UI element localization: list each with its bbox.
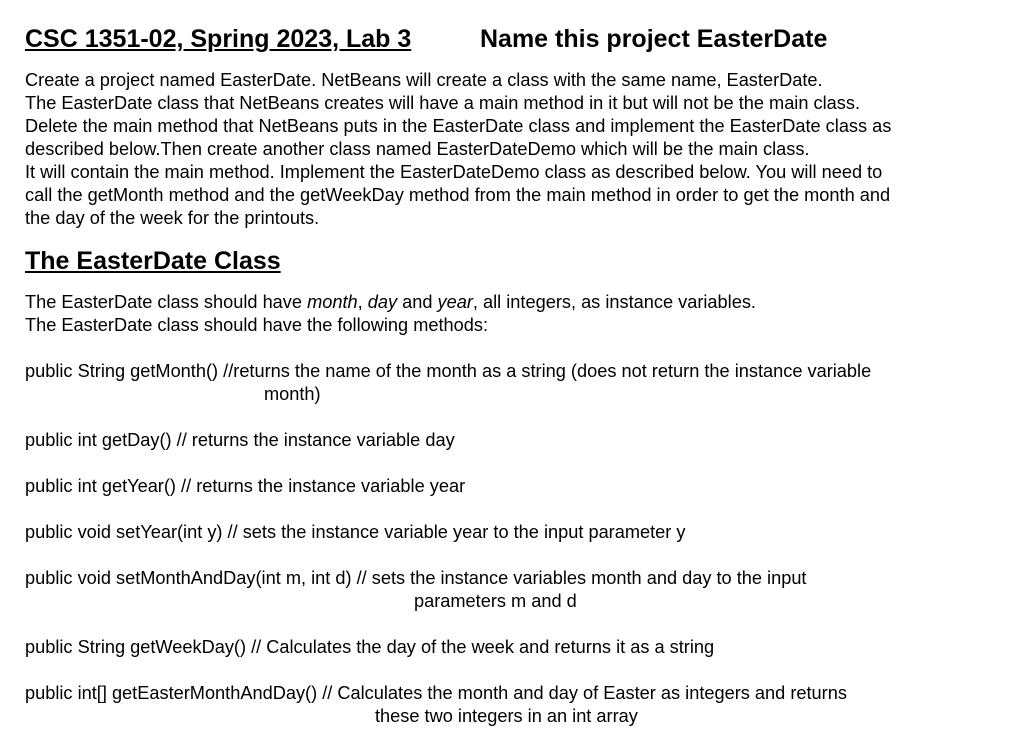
method-comment: // sets the instance variable year to the input parameter y [227,522,686,542]
intro-line: described below.Then create another class named EasterDateDemo which will be the main class. [25,139,810,159]
text-run: The EasterDate class should have [25,292,308,312]
method-signature: public String getMonth() [25,361,219,381]
project-name-title: Name this project EasterDate [480,25,828,53]
document-header [25,22,828,56]
method-signature: public void setYear(int y) [25,522,223,542]
method-get-year [25,475,465,498]
intro-line: call the getMonth method and the getWeekDay method from the main method in order to get the month and [25,185,891,205]
method-signature: public void setMonthAndDay(int m, int d) [25,568,352,588]
text-run: and [397,292,438,312]
intro-line: the day of the week for the printouts. [25,208,320,228]
course-title: CSC 1351-02, Spring 2023, Lab 3 [25,25,412,53]
methods-intro-text: The EasterDate class should have the following methods: [25,315,489,335]
intro-line: Create a project named EasterDate. NetBeans will create a class with the same name, EasterDate. [25,70,823,90]
method-comment: //returns the name of the month as a string (does not return the instance variable [223,361,872,381]
method-get-day [25,429,455,452]
method-comment-continuation: parameters m and d [414,591,577,611]
var-year: year [437,292,473,312]
method-set-month-and-day [25,567,807,613]
method-get-week-day [25,636,714,659]
intro-line: The EasterDate class that NetBeans creates will have a main method in it but will not be the main class. [25,93,861,113]
method-comment-continuation: these two integers in an int array [375,706,638,726]
method-signature: public int[] getEasterMonthAndDay() [25,683,318,703]
section-heading: The EasterDate Class [25,247,281,275]
method-signature: public String getWeekDay() [25,637,247,657]
method-comment: // sets the instance variables month and day to the input [356,568,807,588]
instance-variables-text [25,291,756,314]
text-run: , [357,292,368,312]
method-get-easter-month-and-day [25,682,847,728]
method-get-month [25,360,871,406]
method-signature: public int getYear() [25,476,176,496]
method-signature: public int getDay() [25,430,172,450]
method-set-year [25,521,686,544]
text-run: , all integers, as instance variables. [472,292,756,312]
method-comment: // returns the instance variable year [181,476,466,496]
intro-paragraph [25,69,1000,230]
intro-line: It will contain the main method. Implement the EasterDateDemo class as described below. You will need to [25,162,883,182]
var-day: day [367,292,398,312]
method-comment: // returns the instance variable day [176,430,455,450]
var-month: month [307,292,358,312]
method-comment-continuation: month) [264,384,321,404]
intro-line: Delete the main method that NetBeans puts in the EasterDate class and implement the EasterDate class as [25,116,892,136]
method-comment: // Calculates the day of the week and returns it as a string [251,637,715,657]
method-comment: // Calculates the month and day of Easter as integers and returns [322,683,847,703]
